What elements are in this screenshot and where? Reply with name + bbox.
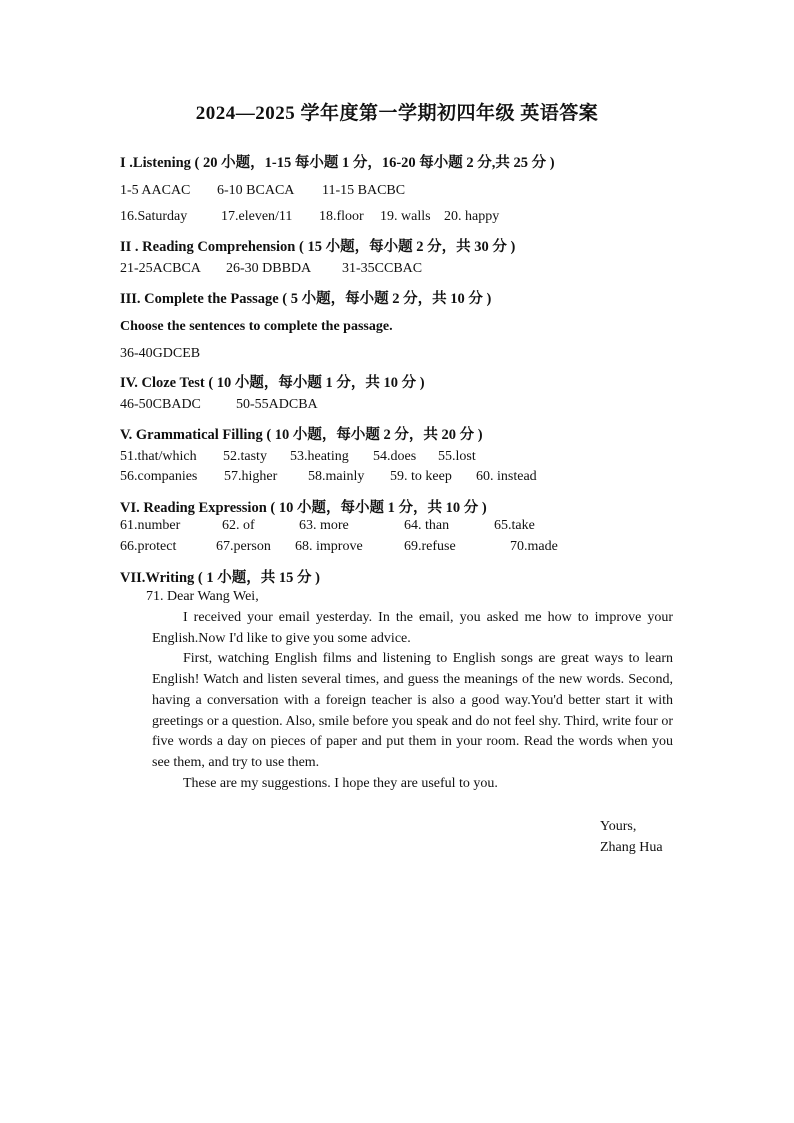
answer-item: 51.that/which bbox=[120, 449, 197, 464]
letter-signature: Zhang Hua bbox=[600, 840, 663, 855]
answer-item: 58.mainly bbox=[308, 469, 365, 484]
expression-answers-row-2 bbox=[120, 539, 558, 555]
answer-group: 6-10 BCACA bbox=[217, 183, 295, 198]
answer-item: 67.person bbox=[216, 539, 271, 554]
answer-item: 56.companies bbox=[120, 469, 198, 484]
answer-item: 66.protect bbox=[120, 539, 177, 554]
grammar-answers-row-2 bbox=[120, 469, 537, 485]
answer-item: 19. walls bbox=[380, 209, 431, 224]
answer-item: 70.made bbox=[510, 539, 558, 554]
listening-answers-row-1 bbox=[120, 183, 405, 199]
answer-item: 20. happy bbox=[444, 209, 500, 224]
expression-answers-row-1 bbox=[120, 518, 535, 534]
answer-item: 59. to keep bbox=[390, 469, 452, 484]
answer-item: 18.floor bbox=[319, 209, 364, 224]
page-title: 2024—2025 学年度第一学期初四年级 英语答案 bbox=[195, 103, 599, 124]
letter-body bbox=[152, 608, 673, 794]
answer-item: 16.Saturday bbox=[120, 209, 188, 224]
answer-item: 57.higher bbox=[224, 469, 278, 484]
letter-greeting: 71. Dear Wang Wei, bbox=[146, 589, 259, 604]
answer-group: 31-35CCBAC bbox=[342, 261, 423, 276]
answer-item: 62. of bbox=[222, 518, 255, 533]
answer-item: 63. more bbox=[299, 518, 349, 533]
answer-group: 1-5 AACAC bbox=[120, 183, 191, 198]
section-reading-heading: II . Reading Comprehension ( 15 小题，每小题 2 分，共 30 分 ) bbox=[120, 239, 516, 255]
letter-paragraph: I received your email yesterday. In the email, you asked me how to improve your English.Now I'd like to give you some advice. bbox=[152, 610, 673, 646]
letter-closing: Yours, bbox=[600, 819, 637, 834]
letter-paragraph: First, watching English films and listening to English songs are great ways to learn English! Watch and listen several times, and guess the meanings of the new words. Second, having a conversation with a foreign teacher is also a good way.You'd better start it with greetings or a question. Also, smile before you speak and do not feel shy. Third, write four or five words a day on pieces of paper and put them in your room. Read the words when you see them, and try to use them. bbox=[152, 651, 673, 770]
answer-group: 11-15 BACBC bbox=[322, 183, 406, 198]
answer-item: 55.lost bbox=[438, 449, 476, 464]
section-writing-heading: VII.Writing ( 1 小题，共 15 分 ) bbox=[120, 570, 320, 586]
answer-item: 53.heating bbox=[290, 449, 349, 464]
answer-item: 17.eleven/11 bbox=[221, 209, 293, 224]
answer-item: 68. improve bbox=[295, 539, 363, 554]
answer-group: 26-30 DBBDA bbox=[226, 261, 312, 276]
section-cloze-heading: IV. Cloze Test ( 10 小题，每小题 1 分，共 10 分 ) bbox=[120, 375, 425, 391]
answer-item: 69.refuse bbox=[404, 539, 456, 554]
reading-answers-row bbox=[120, 261, 422, 277]
answer-group: 21-25ACBCA bbox=[120, 261, 201, 276]
passage-answers-row: 36-40GDCEB bbox=[120, 346, 201, 361]
section-listening-heading: I .Listening ( 20 小题，1-15 每小题 1 分，16-20 每小题 2 分,共 25 分 ) bbox=[120, 155, 555, 171]
answer-item: 52.tasty bbox=[223, 449, 267, 464]
cloze-answers-row bbox=[120, 397, 318, 413]
section-expression-heading: VI. Reading Expression ( 10 小题，每小题 1 分，共 10 分 ) bbox=[120, 500, 487, 516]
answer-item: 60. instead bbox=[476, 469, 537, 484]
section-passage-heading: III. Complete the Passage ( 5 小题，每小题 2 分，共 10 分 ) bbox=[120, 291, 492, 307]
answer-group: 46-50CBADC bbox=[120, 397, 201, 412]
grammar-answers-row-1 bbox=[120, 449, 476, 465]
answer-group: 50-55ADCBA bbox=[236, 397, 318, 412]
answer-item: 61.number bbox=[120, 518, 181, 533]
section-grammar-heading: V. Grammatical Filling ( 10 小题，每小题 2 分，共 20 分 ) bbox=[120, 427, 483, 443]
answer-item: 64. than bbox=[404, 518, 450, 533]
section-passage-subheading: Choose the sentences to complete the passage. bbox=[120, 319, 393, 334]
answer-item: 54.does bbox=[373, 449, 417, 464]
answer-item: 65.take bbox=[494, 518, 535, 533]
listening-answers-row-2 bbox=[120, 209, 499, 225]
letter-paragraph: These are my suggestions. I hope they are useful to you. bbox=[183, 775, 498, 791]
